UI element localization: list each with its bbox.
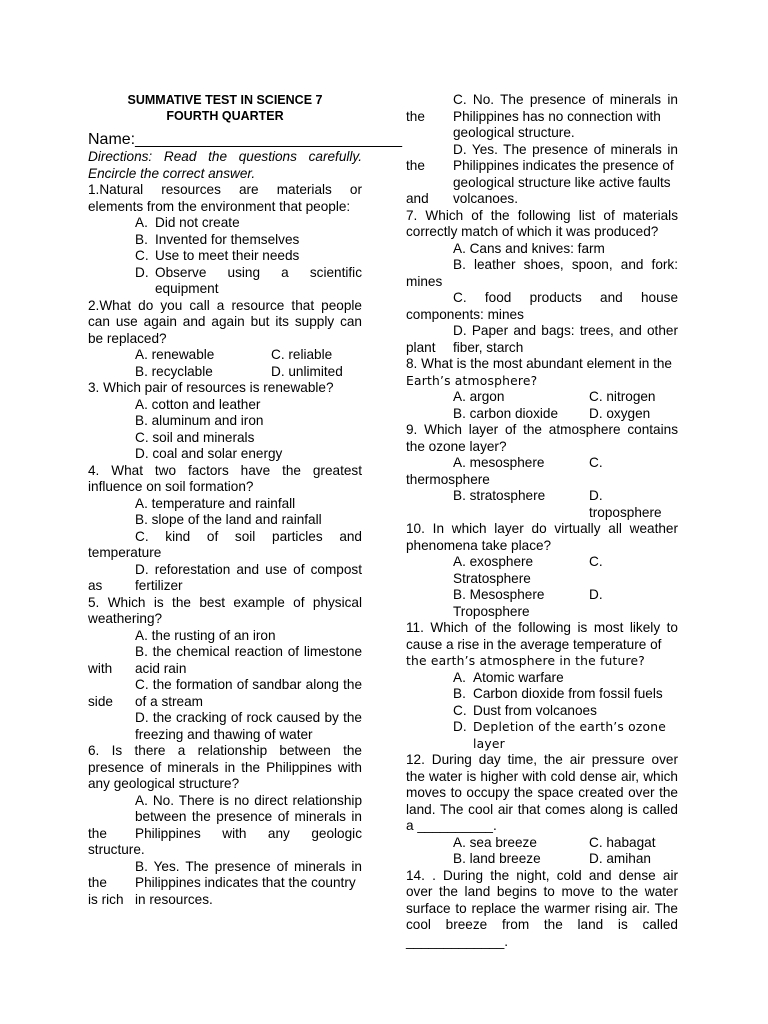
question-10 xyxy=(406,521,678,620)
answer-option-cont: geological structure. xyxy=(453,125,575,140)
answer-option[interactable]: D. troposphere xyxy=(589,488,662,520)
answer-option[interactable]: C. the formation of sandbar along the xyxy=(135,677,362,692)
answer-option-cont: between the presence of minerals in xyxy=(135,809,362,824)
answer-option[interactable]: B. carbon dioxide xyxy=(453,405,559,421)
wrap-word: the xyxy=(406,108,425,124)
answer-option-cont: in resources. xyxy=(135,891,213,907)
answer-option[interactable]: A. sea breeze xyxy=(453,834,537,850)
answer-option[interactable]: B. recyclable xyxy=(135,363,213,379)
answer-option-cont: layer xyxy=(473,736,505,751)
left-column xyxy=(88,92,403,908)
answer-option[interactable]: D. unlimited xyxy=(271,363,343,379)
wrap-word: the xyxy=(88,825,107,841)
question-8 xyxy=(406,356,678,422)
question-stem: 6. Is there a relationship between the presence of minerals in the Philippines with any geological structure? xyxy=(88,743,362,791)
answer-option[interactable]: A. renewable xyxy=(135,347,215,362)
wrap-word: plant xyxy=(406,339,436,355)
answer-option[interactable]: B. Invented for themselves xyxy=(135,231,300,247)
question-stem: 10. In which layer do virtually all weather phenomena take place? xyxy=(406,521,678,553)
question-6-cont xyxy=(406,92,678,208)
answer-option[interactable]: D. oxygen xyxy=(589,405,651,421)
question-stem: 9. Which layer of the atmosphere contains the ozone layer? xyxy=(406,422,678,454)
question-3 xyxy=(88,380,362,463)
answer-option[interactable]: D. reforestation and use of compost xyxy=(135,561,362,577)
answer-option-cont: Troposphere xyxy=(453,603,530,619)
answer-option-cont: of a stream xyxy=(135,693,203,709)
answer-option[interactable]: A. exosphere xyxy=(453,554,534,569)
answer-option-cont: components: mines xyxy=(406,306,524,322)
answer-option-cont: mines xyxy=(406,273,443,289)
question-stem-cont: Earth’s atmosphere? xyxy=(406,373,538,388)
question-7 xyxy=(406,208,678,357)
answer-option[interactable]: D. xyxy=(589,587,603,602)
answer-option[interactable]: D. coal and solar energy xyxy=(135,446,283,461)
question-stem: 3. Which pair of resources is renewable? xyxy=(88,380,334,395)
question-2 xyxy=(88,298,362,381)
answer-option-cont: Philippines has no connection with xyxy=(453,108,661,124)
answer-option[interactable]: A. mesosphere xyxy=(453,455,545,470)
question-11 xyxy=(406,620,678,752)
answer-option[interactable]: C. habagat xyxy=(589,834,656,850)
answer-option[interactable]: A. argon xyxy=(453,389,505,404)
answer-option[interactable]: A. the rusting of an iron xyxy=(135,627,276,643)
answer-option[interactable]: A. No. There is no direct relationship xyxy=(135,792,362,808)
answer-option-cont: equipment xyxy=(155,281,219,296)
answer-option[interactable]: C. reliable xyxy=(271,347,333,362)
answer-option-cont: Philippines indicates the presence of xyxy=(453,158,674,173)
answer-option[interactable]: B. Yes. The presence of minerals in xyxy=(135,858,362,874)
test-subtitle: FOURTH QUARTER xyxy=(166,109,284,123)
wrap-word: side xyxy=(88,693,113,709)
answer-option[interactable]: B. land breeze xyxy=(453,851,541,866)
answer-option[interactable]: D. Paper and bags: trees, and other xyxy=(453,323,678,338)
answer-option[interactable]: A. Atomic warfare xyxy=(453,669,564,685)
wrap-word: with xyxy=(88,660,113,676)
answer-option[interactable]: C. xyxy=(589,455,603,470)
question-stem: 2.What do you call a resource that people can use again and again but its supply can be replaced? xyxy=(88,297,362,346)
answer-option-cont: Stratosphere xyxy=(453,570,531,586)
question-stem: 14. . During the night, cold and dense air over the land begins to move to the water surface to replace the warmer rising air. The cool breeze from the land is called _____________. xyxy=(406,867,678,949)
answer-option-cont: temperature xyxy=(88,545,162,560)
answer-option-cont: structure. xyxy=(88,842,145,857)
answer-option[interactable]: D. Depletion of the earth’s ozone xyxy=(453,719,666,734)
question-stem: 1.Natural resources are materials or elements from the environment that people: xyxy=(88,182,362,214)
directions: Directions: Read the questions carefully. Encircle the correct answer. xyxy=(88,149,362,181)
answer-option[interactable]: B. aluminum and iron xyxy=(135,413,264,428)
question-stem: 8. What is the most abundant element in the xyxy=(406,356,672,371)
question-9 xyxy=(406,422,678,521)
question-1 xyxy=(88,182,362,298)
question-stem: 4. What two factors have the greatest influence on soil formation? xyxy=(88,462,362,494)
answer-option[interactable]: A. Cans and knives: farm xyxy=(453,240,605,256)
name-field[interactable]: Name:______________________________ xyxy=(88,131,403,148)
answer-option[interactable]: C. xyxy=(589,554,603,569)
answer-option-cont: Philippines indicates that the country xyxy=(135,875,356,890)
answer-option-cont: freezing and thawing of water xyxy=(135,726,313,742)
wrap-word: the xyxy=(88,875,107,890)
answer-option[interactable]: A. temperature and rainfall xyxy=(135,495,296,511)
answer-option[interactable]: B. Carbon dioxide from fossil fuels xyxy=(453,686,663,701)
right-column xyxy=(406,92,678,950)
question-stem: 5. Which is the best example of physical weathering? xyxy=(88,594,362,626)
answer-option[interactable]: C. soil and minerals xyxy=(135,429,255,445)
answer-option[interactable]: B. stratosphere xyxy=(453,488,546,503)
wrap-word: as xyxy=(88,578,103,593)
answer-option[interactable]: B. Mesosphere xyxy=(453,587,545,602)
wrap-word: is rich xyxy=(88,891,124,907)
question-stem: 11. Which of the following is most likely to cause a rise in the average temperature of xyxy=(406,620,678,652)
answer-option[interactable]: C. nitrogen xyxy=(589,389,656,404)
answer-option[interactable]: D. Yes. The presence of minerals in xyxy=(453,141,678,157)
wrap-word: and xyxy=(406,191,429,206)
answer-option[interactable]: A. Did not create xyxy=(135,215,240,230)
answer-option[interactable]: C. kind of soil particles and xyxy=(135,528,362,544)
answer-option[interactable]: B. the chemical reaction of limestone xyxy=(135,644,362,659)
answer-option[interactable]: A. cotton and leather xyxy=(135,396,261,412)
question-stem: 12. During day time, the air pressure over the water is higher with cold dense air, which moves to occupy the space created over the land. The cool air that comes along is called a __________. xyxy=(406,752,678,833)
answer-option-cont: Philippines with any geologic xyxy=(135,825,362,841)
test-title: SUMMATIVE TEST IN SCIENCE 7 xyxy=(127,93,323,107)
answer-option-cont: geological structure like active faults xyxy=(453,174,671,190)
answer-option[interactable]: C. food products and house xyxy=(453,290,678,305)
answer-option[interactable]: B. slope of the land and rainfall xyxy=(135,512,322,527)
answer-option[interactable]: B. leather shoes, spoon, and fork: xyxy=(453,257,678,272)
answer-option[interactable]: D. Observe using a scientific xyxy=(135,264,362,280)
answer-option[interactable]: C. Dust from volcanoes xyxy=(453,702,597,718)
question-stem: 7. Which of the following list of materials correctly match of which it was produced? xyxy=(406,207,678,239)
answer-option-cont: fertilizer xyxy=(135,578,183,593)
question-14 xyxy=(406,868,678,951)
question-6 xyxy=(88,743,362,908)
answer-option-cont: acid rain xyxy=(135,660,187,676)
answer-option[interactable]: C. No. The presence of minerals in xyxy=(453,92,678,107)
question-stem-cont: the earth’s atmosphere in the future? xyxy=(406,654,645,668)
answer-option[interactable]: C. Use to meet their needs xyxy=(135,248,300,263)
question-4 xyxy=(88,463,362,595)
answer-option-cont: volcanoes. xyxy=(453,191,518,206)
question-12 xyxy=(406,752,678,868)
answer-option-cont: thermosphere xyxy=(406,471,490,487)
answer-option-cont: fiber, starch xyxy=(453,339,524,355)
wrap-word: the xyxy=(406,158,425,173)
answer-option[interactable]: D. amihan xyxy=(589,851,651,866)
question-5 xyxy=(88,595,362,744)
answer-option[interactable]: D. the cracking of rock caused by the xyxy=(135,710,362,725)
